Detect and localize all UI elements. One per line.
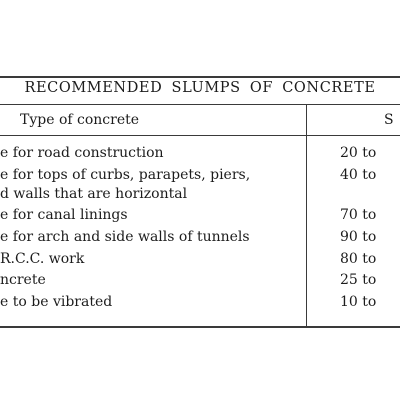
row-2-type-line-2: d walls that are horizontal xyxy=(0,186,188,202)
row-6-type: ncrete xyxy=(0,272,46,288)
row-5-type: R.C.C. work xyxy=(0,251,85,267)
row-2-slump: 40 to xyxy=(340,167,377,183)
row-1-type: e for road construction xyxy=(0,145,164,161)
row-3-slump: 70 to xyxy=(340,207,377,223)
header-divider xyxy=(0,135,400,136)
title-divider xyxy=(0,104,400,105)
row-4-slump: 90 to xyxy=(340,229,377,245)
row-1-slump: 20 to xyxy=(340,145,377,161)
column-divider xyxy=(306,105,307,327)
row-5-slump: 80 to xyxy=(340,251,377,267)
table-bottom-rule xyxy=(0,326,400,328)
column-header-type: Type of concrete xyxy=(20,112,140,128)
table-title: RECOMMENDED SLUMPS OF CONCRETE xyxy=(24,80,376,96)
row-6-slump: 25 to xyxy=(340,272,377,288)
row-3-type: e for canal linings xyxy=(0,207,128,223)
row-7-slump: 10 to xyxy=(340,294,377,310)
table-top-rule xyxy=(0,76,400,78)
row-7-type: e to be vibrated xyxy=(0,294,113,310)
column-header-slump: S xyxy=(384,112,394,128)
row-4-type: e for arch and side walls of tunnels xyxy=(0,229,250,245)
row-2-type-line-1: e for tops of curbs, parapets, piers, xyxy=(0,167,251,183)
